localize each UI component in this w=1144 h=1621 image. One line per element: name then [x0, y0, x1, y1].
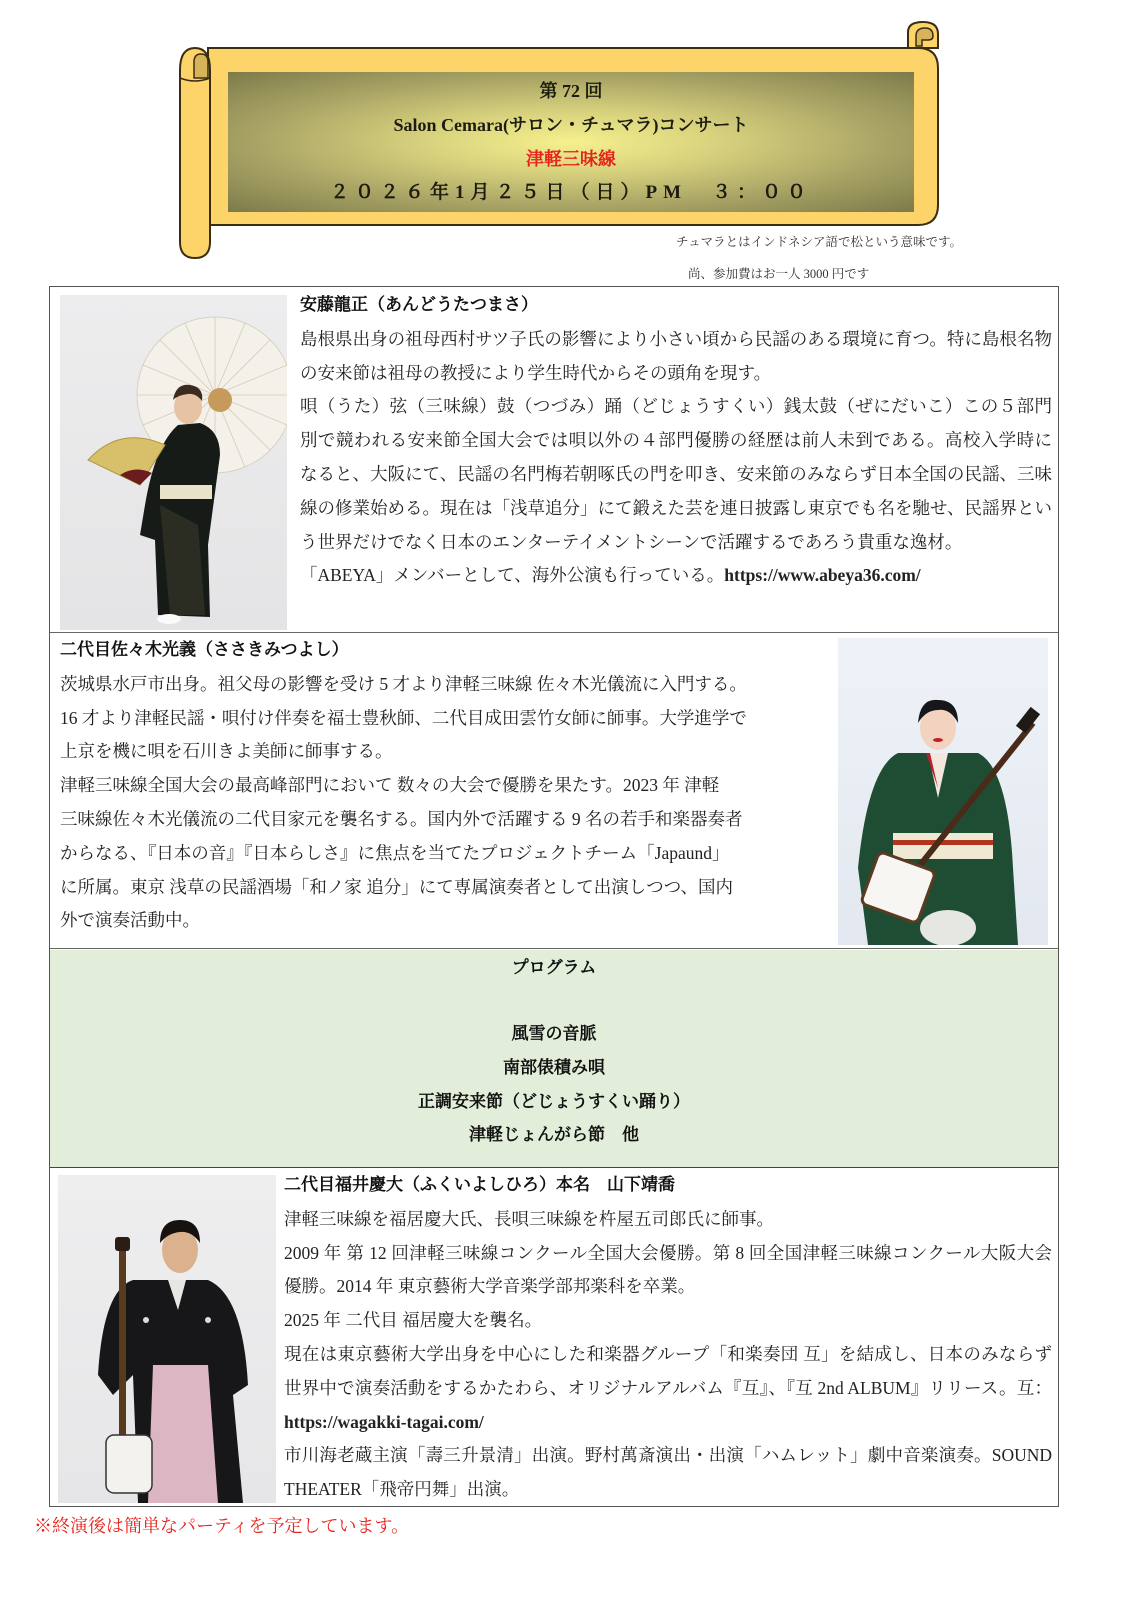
- concert-subtitle: 津軽三味線: [526, 149, 616, 169]
- performer-sasaki-photo: [838, 638, 1048, 945]
- performer-ando-photo: [60, 295, 287, 630]
- performer-sasaki-bio: [60, 634, 825, 938]
- performer-table: [49, 286, 1059, 1507]
- concert-title: Salon Cemara(サロン・チュマラ)コンサート: [393, 115, 749, 135]
- bio-paragraph: 市川海老蔵主演「壽三升景清」出演。野村萬斎演出・出演「ハムレット」劇中音楽演奏。SOUND THEATER「飛帝円舞」出演。: [284, 1445, 1052, 1500]
- performer-ando-name: 安藤龍正（あんどうたつまさ）: [300, 295, 538, 315]
- performer-row-ando: [50, 287, 1058, 633]
- performer-fukui-name: 二代目福井慶大（ふくいよしひろ）本名 山下靖喬: [284, 1175, 675, 1195]
- bio-line: 外で演奏活動中。: [60, 910, 200, 931]
- program-list: [50, 952, 1058, 1153]
- shamisen-player-woman-image-icon: [838, 638, 1048, 945]
- abeya-website-link[interactable]: https://www.abeya36.com/: [724, 565, 921, 586]
- concert-datetime: ２０２６年1月２５日（日）PM ３：００: [329, 182, 813, 203]
- bio-line: 16 才より津軽民謡・唄付け伴奏を福士豊秋師、二代目成田雲竹女師に師事。大学進学で: [60, 707, 747, 728]
- program-title: プログラム: [511, 958, 597, 978]
- program-item: 正調安来節（どじょうすくい踊り）: [418, 1091, 690, 1112]
- abeya-member-text: 「ABEYA」メンバーとして、海外公演も行っている。: [300, 565, 725, 586]
- performer-row-fukui: [50, 1169, 1058, 1506]
- bio-paragraph: 島根県出身の祖母西村サツ子氏の影響により小さい頃から民謡のある環境に育つ。特に島根名物の安来節は祖母の教授により学生時代からその頭角を現す。: [300, 328, 1052, 383]
- program-item: 風雪の音脈: [511, 1024, 597, 1044]
- bio-line: 上京を機に唄を石川きよ美師に師事する。: [60, 741, 393, 762]
- performer-ando-bio: [300, 289, 1052, 593]
- performer-fukui-photo: [58, 1175, 276, 1503]
- bio-paragraph: 2025 年 二代目 福居慶大を襲名。: [284, 1310, 543, 1331]
- dancer-with-umbrella-image-icon: [60, 295, 287, 630]
- tagai-group-text: 現在は東京藝術大学出身を中心にした和楽器グループ「和楽奏団 互」を結成し、日本のみならず世界中で演奏活動をするかたわら、オリジナルアルバム『互』、『互 2nd ALBUM』リリース。互：: [284, 1343, 1052, 1398]
- bio-line: からなる、『日本の音』『日本らしさ』に焦点を当てたプロジェクトチーム「Japaund」: [60, 842, 730, 863]
- program-item: 南部俵積み唄: [503, 1057, 605, 1078]
- bio-line: 茨城県水戸市出身。祖父母の影響を受け 5 才より津軽三味線 佐々木光儀流に入門する。: [60, 673, 747, 694]
- bio-line: 三味線佐々木光儀流の二代目家元を襲名する。国内外で活躍する 9 名の若手和楽器奏者: [60, 808, 743, 829]
- bio-line: に所属。東京 浅草の民謡酒場「和ノ家 追分」にて専属演奏者として出演しつつ、国内: [60, 876, 734, 897]
- bio-paragraph: 2009 年 第 12 回津軽三味線コンクール全国大会優勝。第 8 回全国津軽三味線コンクール大阪大会優勝。2014 年 東京藝術大学音楽学部邦楽科を卒業。: [284, 1242, 1052, 1297]
- program-section: [50, 950, 1058, 1168]
- bio-line: 津軽三味線全国大会の最高峰部門において 数々の大会で優勝を果たす。2023 年 津軽: [60, 775, 720, 796]
- performer-sasaki-name: 二代目佐々木光義（ささきみつよし）: [60, 640, 349, 660]
- bio-paragraph: 津軽三味線を福居慶大氏、長唄三味線を杵屋五司郎氏に師事。: [284, 1208, 774, 1229]
- name-meaning-note: チュマラとはインドネシア語で松という意味です。: [676, 235, 963, 249]
- shamisen-player-man-image-icon: [58, 1175, 276, 1503]
- bio-paragraph: [300, 559, 1052, 593]
- bio-paragraph: 唄（うた）弦（三味線）鼓（つづみ）踊（どじょうすくい）銭太鼓（ぜにだいこ）この５部門別で競われる安来節全国大会では唄以外の４部門優勝の経歴は前人未到である。高校入学時になると、大阪にて、民謡の名門梅若朝啄氏の門を叩き、安来節のみならず日本全国の民謡、三味線の修業始める。現在は「浅草追分」にて鍛えた芸を連日披露し東京でも名を馳せ、民謡界という世界だけでなく日本のエンターテイメントシーンで活躍するであろう貴重な逸材。: [300, 396, 1052, 552]
- performer-fukui-bio: [284, 1169, 1052, 1507]
- edition-label: 第 72 回: [539, 81, 603, 101]
- performer-row-sasaki: [50, 634, 1058, 949]
- fee-note: 尚、参加費はお一人 3000 円です: [688, 267, 870, 281]
- bio-paragraph: [284, 1338, 1052, 1439]
- title-scroll-banner: [178, 20, 943, 260]
- banner-panel: [228, 72, 914, 212]
- tagai-website-link[interactable]: https://wagakki-tagai.com/: [284, 1411, 484, 1432]
- program-item: 津軽じょんがら節 他: [469, 1125, 639, 1146]
- party-footer-note: ※終演後は簡単なパーティを予定しています。: [34, 1516, 410, 1536]
